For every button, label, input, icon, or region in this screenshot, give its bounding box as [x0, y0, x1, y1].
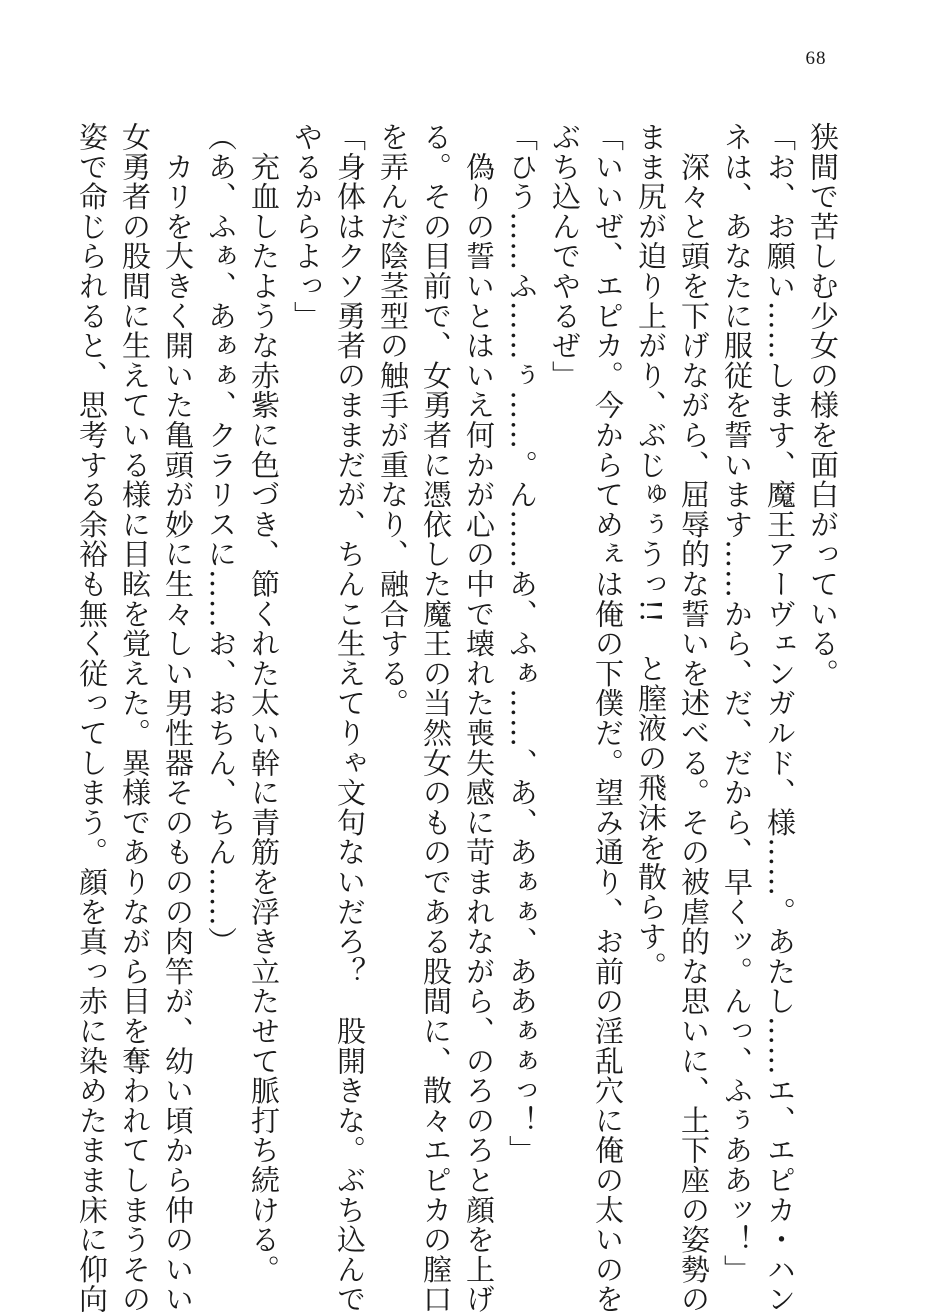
text-line: 「いいぜ、エピカ。今からてめぇは俺の下僕だ。望み通り、お前の淫乱穴に俺の太いのを	[591, 122, 625, 1314]
text-line: 「身体はクソ勇者のままだが、ちんこ生えてりゃ文句ないだろ？ 股開きな。ぶち込んで	[333, 122, 367, 1314]
body-text	[75, 122, 844, 1314]
page-number: 68	[805, 48, 827, 69]
text-line: カリを大きく開いた亀頭が妙に生々しい男性器そのものの肉竿が、幼い頃から仲のいい	[161, 122, 195, 1314]
text-line: （あ、ふぁ、あぁぁ、クラリスに……お、おちん、ちん……）	[204, 122, 238, 957]
text-line: やるからよっ」	[290, 122, 324, 331]
text-line: 「ひう……ふ……ぅ……。ん……あ、ふぁ……、あ、あぁぁ、ああぁぁっ！」	[505, 122, 539, 1165]
text-line: る。その目前で、女勇者に憑依した魔王の当然女のものである股間に、散々エピカの膣口	[419, 122, 453, 1314]
text-line: 姿で命じられると、思考する余裕も無く従ってしまう。顔を真っ赤に染めたまま床に仰向	[75, 122, 109, 1314]
text-line: を弄んだ陰茎型の触手が重なり、融合する。	[376, 122, 410, 718]
text-line: 偽りの誓いとはいえ何かが心の中で壊れた喪失感に苛まれながら、のろのろと顔を上げ	[462, 122, 496, 1314]
text-line: ぶち込んでやるぜ」	[548, 122, 582, 391]
text-line: ネは、あなたに服従を誓います……から、だ、だから、早くッ。んっ、ふぅああッ！」	[720, 122, 754, 1285]
text-line: まま尻が迫り上がり、ぶじゅぅうっ!! と膣液の飛沫を散らす。	[634, 122, 668, 982]
text-line: 女勇者の股間に生えている様に目眩を覚えた。異様でありながら目を奪われてしまうその	[118, 122, 152, 1314]
text-line: 狭間で苦しむ少女の様を面白がっている。	[806, 122, 840, 689]
text-line: 深々と頭を下げながら、屈辱的な誓いを述べる。その被虐的な思いに、土下座の姿勢の	[677, 122, 711, 1314]
text-line: 「お、お願い……します、魔王アーヴェンガルド、様……。あたし……エ、エピカ・ハン	[763, 122, 797, 1314]
text-line: 充血したような赤紫に色づき、節くれた太い幹に青筋を浮き立たせて脈打ち続ける。	[247, 122, 281, 1285]
